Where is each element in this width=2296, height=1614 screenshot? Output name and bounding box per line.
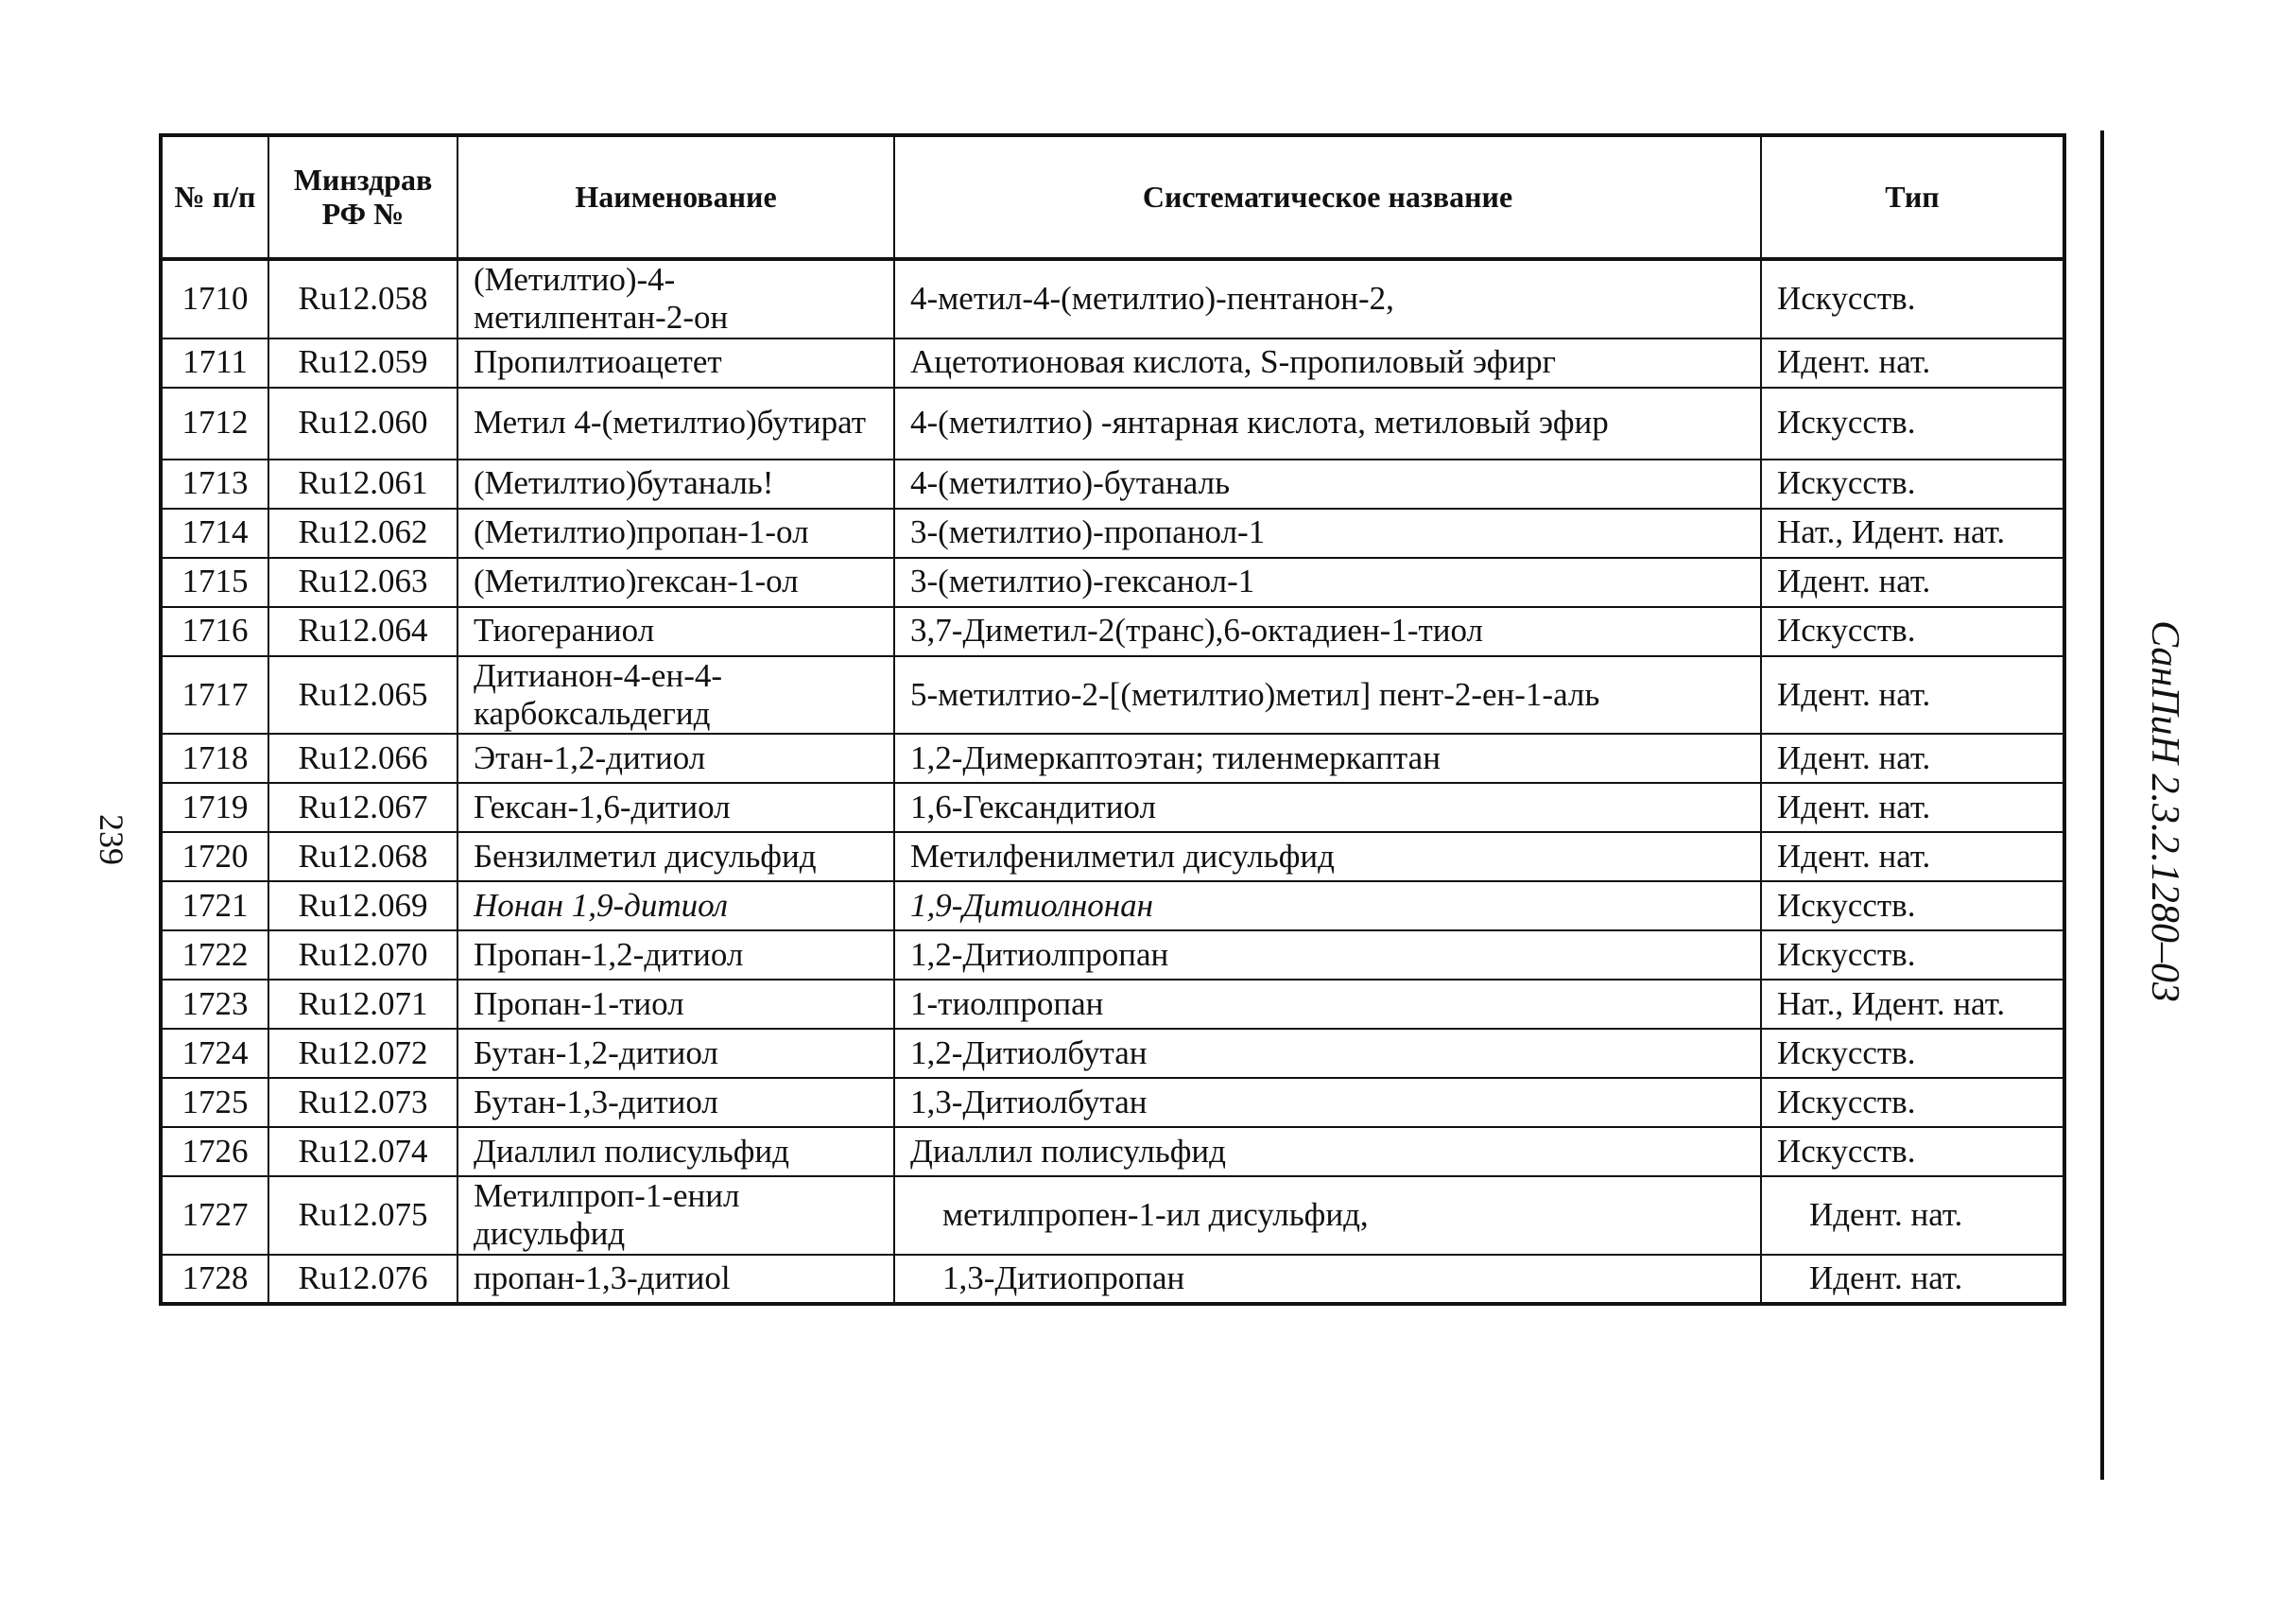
- table-row: [161, 1255, 2064, 1304]
- cell-code: Ru12.069: [268, 881, 457, 930]
- cell-code: Ru12.066: [268, 734, 457, 783]
- cell-name: пропан-1,3-дитиоl: [457, 1255, 894, 1304]
- cell-type: Идент. нат.: [1761, 338, 2064, 388]
- cell-type: Искусств.: [1761, 1078, 2064, 1127]
- table-row: [161, 509, 2064, 558]
- right-margin-rule: [2100, 130, 2104, 1480]
- cell-systematic: 1-тиолпропан: [894, 980, 1761, 1029]
- cell-type: Искусств.: [1761, 881, 2064, 930]
- page-number: 239: [93, 814, 130, 865]
- cell-code: Ru12.067: [268, 783, 457, 832]
- table-row: [161, 734, 2064, 783]
- cell-num: 1720: [161, 832, 268, 881]
- cell-systematic: Метилфенилметил дисульфид: [894, 832, 1761, 881]
- cell-code: Ru12.058: [268, 259, 457, 338]
- table-row: [161, 388, 2064, 460]
- cell-systematic: Ацетотионовая кислота, S-пропиловый эфирг: [894, 338, 1761, 388]
- cell-code: Ru12.068: [268, 832, 457, 881]
- cell-type: Искусств.: [1761, 1029, 2064, 1078]
- cell-code: Ru12.065: [268, 656, 457, 735]
- cell-systematic: 1,3-Дитиолбутан: [894, 1078, 1761, 1127]
- substances-table: [159, 133, 2066, 1306]
- table-row: [161, 460, 2064, 509]
- cell-name: Дитианон-4-ен-4-карбоксальдегид: [457, 656, 894, 735]
- cell-systematic: 3-(метилтио)-пропанол-1: [894, 509, 1761, 558]
- cell-type: Искусств.: [1761, 460, 2064, 509]
- cell-num: 1716: [161, 607, 268, 656]
- cell-systematic: 1,2-Димеркаптоэтан; тиленмеркаптан: [894, 734, 1761, 783]
- table-row: [161, 1078, 2064, 1127]
- side-document-title: СанПиН 2.3.2.1280–03: [2143, 620, 2186, 1002]
- table-row: [161, 1127, 2064, 1176]
- cell-num: 1711: [161, 338, 268, 388]
- cell-name: Нонан 1,9-дитиол: [457, 881, 894, 930]
- header-name: Наименование: [457, 135, 894, 259]
- cell-systematic: 4-(метилтио) -янтарная кислота, метиловый эфир: [894, 388, 1761, 460]
- cell-name: Пропан-1-тиол: [457, 980, 894, 1029]
- cell-code: Ru12.062: [268, 509, 457, 558]
- cell-type: Искусств.: [1761, 607, 2064, 656]
- table-row: [161, 881, 2064, 930]
- cell-name: Диаллил полисульфид: [457, 1127, 894, 1176]
- header-type: Тип: [1761, 135, 2064, 259]
- cell-systematic: 1,9-Дитиолнонан: [894, 881, 1761, 930]
- cell-name: Бензилметил дисульфид: [457, 832, 894, 881]
- table-row: [161, 1029, 2064, 1078]
- cell-systematic: 4-метил-4-(метилтио)-пентанон-2,: [894, 259, 1761, 338]
- cell-systematic: 5-метилтио-2-[(метилтио)метил] пент-2-ен-1-аль: [894, 656, 1761, 735]
- table-row: [161, 338, 2064, 388]
- cell-type: Идент. нат.: [1761, 783, 2064, 832]
- cell-systematic: метилпропен-1-ил дисульфид,: [894, 1176, 1761, 1255]
- cell-num: 1728: [161, 1255, 268, 1304]
- cell-num: 1710: [161, 259, 268, 338]
- cell-systematic: Диаллил полисульфид: [894, 1127, 1761, 1176]
- cell-num: 1718: [161, 734, 268, 783]
- table-row: [161, 832, 2064, 881]
- cell-systematic: 1,3-Дитиопропан: [894, 1255, 1761, 1304]
- cell-num: 1713: [161, 460, 268, 509]
- cell-name: (Метилтио)бутаналь!: [457, 460, 894, 509]
- cell-type: Идент. нат.: [1761, 832, 2064, 881]
- cell-type: Идент. нат.: [1761, 734, 2064, 783]
- cell-systematic: 1,2-Дитиолпропан: [894, 930, 1761, 980]
- cell-systematic: 1,6-Гександитиол: [894, 783, 1761, 832]
- cell-systematic: 3,7-Диметил-2(транс),6-октадиен-1-тиол: [894, 607, 1761, 656]
- cell-name: Тиогераниол: [457, 607, 894, 656]
- cell-code: Ru12.072: [268, 1029, 457, 1078]
- cell-type: Идент. нат.: [1761, 1255, 2064, 1304]
- cell-code: Ru12.064: [268, 607, 457, 656]
- cell-name: (Метилтио)гексан-1-ол: [457, 558, 894, 607]
- cell-name: Пропилтиоацетет: [457, 338, 894, 388]
- cell-name: Метил 4-(метилтио)бутират: [457, 388, 894, 460]
- cell-name: (Метилтио)пропан-1-ол: [457, 509, 894, 558]
- cell-type: Искусств.: [1761, 930, 2064, 980]
- cell-name: Пропан-1,2-дитиол: [457, 930, 894, 980]
- cell-systematic: 3-(метилтио)-гексанол-1: [894, 558, 1761, 607]
- cell-name: Гексан-1,6-дитиол: [457, 783, 894, 832]
- cell-systematic: 1,2-Дитиолбутан: [894, 1029, 1761, 1078]
- cell-code: Ru12.076: [268, 1255, 457, 1304]
- cell-num: 1727: [161, 1176, 268, 1255]
- table-row: [161, 783, 2064, 832]
- cell-code: Ru12.071: [268, 980, 457, 1029]
- cell-code: Ru12.074: [268, 1127, 457, 1176]
- cell-num: 1724: [161, 1029, 268, 1078]
- table-body: [161, 259, 2064, 1304]
- cell-num: 1717: [161, 656, 268, 735]
- cell-code: Ru12.061: [268, 460, 457, 509]
- cell-type: Искусств.: [1761, 259, 2064, 338]
- cell-code: Ru12.059: [268, 338, 457, 388]
- cell-systematic: 4-(метилтио)-бутаналь: [894, 460, 1761, 509]
- cell-code: Ru12.070: [268, 930, 457, 980]
- cell-num: 1715: [161, 558, 268, 607]
- cell-name: (Метилтио)-4-метилпентан-2-он: [457, 259, 894, 338]
- cell-name: Бутан-1,3-дитиол: [457, 1078, 894, 1127]
- table-row: [161, 607, 2064, 656]
- cell-name: Бутан-1,2-дитиол: [457, 1029, 894, 1078]
- cell-type: Искусств.: [1761, 1127, 2064, 1176]
- cell-num: 1714: [161, 509, 268, 558]
- header-code: Минздрав РФ №: [268, 135, 457, 259]
- cell-name: Метилпроп-1-енил дисульфид: [457, 1176, 894, 1255]
- header-systematic: Систематическое название: [894, 135, 1761, 259]
- cell-num: 1725: [161, 1078, 268, 1127]
- table-row: [161, 259, 2064, 338]
- cell-type: Идент. нат.: [1761, 656, 2064, 735]
- cell-type: Идент. нат.: [1761, 558, 2064, 607]
- table-row: [161, 558, 2064, 607]
- header-num: № п/п: [161, 135, 268, 259]
- cell-num: 1723: [161, 980, 268, 1029]
- cell-code: Ru12.075: [268, 1176, 457, 1255]
- table-row: [161, 980, 2064, 1029]
- cell-code: Ru12.073: [268, 1078, 457, 1127]
- cell-num: 1719: [161, 783, 268, 832]
- cell-code: Ru12.063: [268, 558, 457, 607]
- cell-name: Этан-1,2-дитиол: [457, 734, 894, 783]
- table-row: [161, 656, 2064, 735]
- cell-num: 1726: [161, 1127, 268, 1176]
- table-header-row: [161, 135, 2064, 259]
- cell-type: Идент. нат.: [1761, 1176, 2064, 1255]
- table-row: [161, 1176, 2064, 1255]
- cell-num: 1722: [161, 930, 268, 980]
- table-row: [161, 930, 2064, 980]
- cell-num: 1712: [161, 388, 268, 460]
- cell-code: Ru12.060: [268, 388, 457, 460]
- cell-num: 1721: [161, 881, 268, 930]
- cell-type: Нат., Идент. нат.: [1761, 980, 2064, 1029]
- cell-type: Нат., Идент. нат.: [1761, 509, 2064, 558]
- cell-type: Искусств.: [1761, 388, 2064, 460]
